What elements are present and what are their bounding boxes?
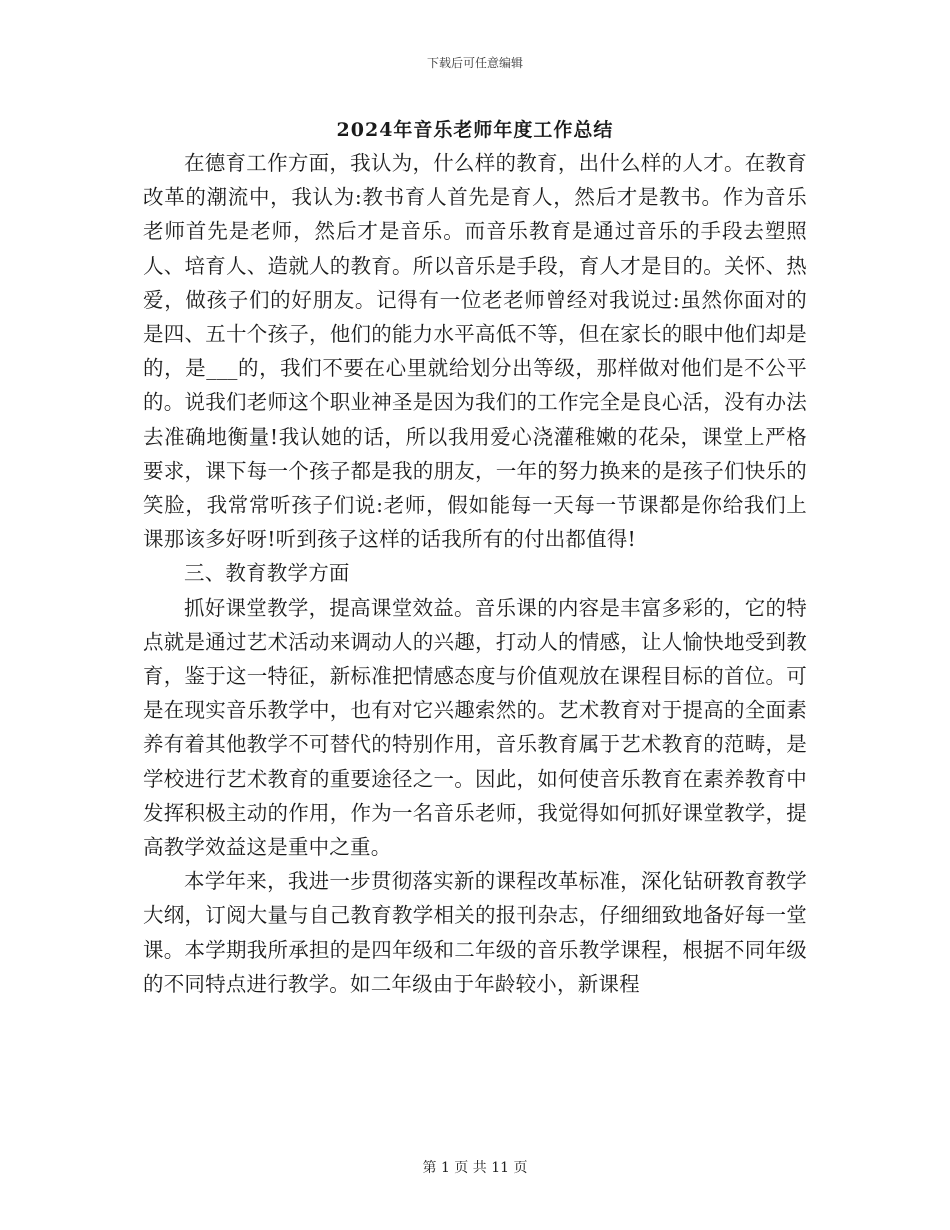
page-number: 第 1 页 共 11 页 — [422, 1160, 528, 1176]
paragraph-classroom-teaching: 抓好课堂教学，提高课堂效益。音乐课的内容是丰富多彩的，它的特点就是通过艺术活动来调动人的兴趣，打动人的情感，让人愉快地受到教育，鉴于这一特征，新标准把情感态度与价值观放在课程目标的首位。可是在现实音乐教学中，也有对它兴趣索然的。艺术教育对于提高的全面素养有着其他教学不可替代的特别作用，音乐教育属于艺术教育的范畴，是学校进行艺术教育的重要途径之一。因此，如何使音乐教育在素养教育中发挥积极主动的作用，作为一名音乐老师，我觉得如何抓好课堂教学，提高教学效益这是重中之重。 — [143, 595, 807, 860]
document-title: 2024年音乐老师年度工作总结 — [336, 119, 614, 141]
page-header-note: 下载后可任意编辑 — [426, 56, 523, 70]
document-body — [143, 146, 807, 1001]
paragraph-moral-education: 在德育工作方面，我认为，什么样的教育，出什么样的人才。在教育改革的潮流中，我认为:教书育人首先是育人，然后才是教书。作为音乐老师首先是老师，然后才是音乐。而音乐教育是通过音乐的手段去塑照人、培育人、造就人的教育。所以音乐是手段，育人才是目的。关怀、热爱，做孩子们的好朋友。记得有一位老老师曾经对我说过:虽然你面对的是四、五十个孩子，他们的能力水平高低不等，但在家长的眼中他们却是的，是___的，我们不要在心里就给划分出等级，那样做对他们是不公平的。说我们老师这个职业神圣是因为我们的工作完全是良心活，没有办法去准确地衡量!我认她的话，所以我用爱心浇灌稚嫩的花朵，课堂上严格要求，课下每一个孩子都是我的朋友，一年的努力换来的是孩子们快乐的笑脸，我常常听孩子们说:老师，假如能每一天每一节课都是你给我们上课那该多好呀!听到孩子这样的话我所有的付出都值得! — [143, 151, 807, 552]
section-heading-teaching: 三、教育教学方面 — [184, 561, 350, 586]
paragraph-curriculum-reform: 本学年来，我进一步贯彻落实新的课程改革标准，深化钻研教育教学大纲，订阅大量与自己教育教学相关的报刊杂志，仔细细致地备好每一堂课。本学期我所承担的是四年级和二年级的音乐教学课程，根据不同年级的不同特点进行教学。如二年级由于年龄较小，新课程 — [143, 869, 807, 996]
